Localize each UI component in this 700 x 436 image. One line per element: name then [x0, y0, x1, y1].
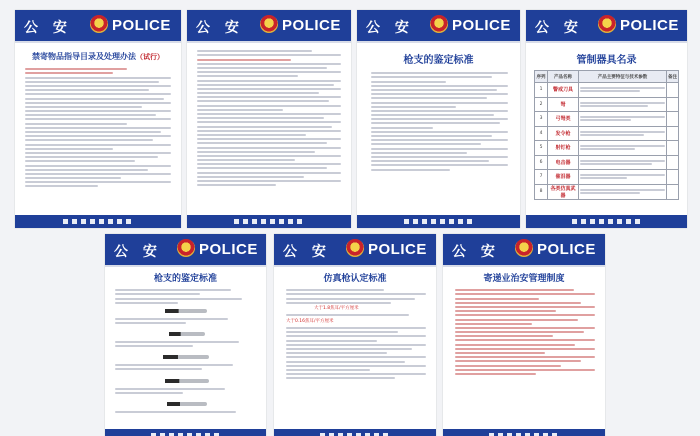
board-knife-identification	[105, 234, 266, 436]
table-row	[535, 97, 679, 112]
police-label: POLICE	[537, 241, 596, 258]
knife-illustration	[165, 379, 209, 383]
gong-an-label: 公 安	[283, 244, 331, 260]
knife-illustration	[165, 309, 207, 313]
column-header: 序列	[535, 71, 548, 83]
board-footer	[274, 429, 436, 436]
gong-an-label: 公 安	[535, 20, 583, 36]
row-name: 射钉枪	[548, 141, 579, 156]
row-name: 催泪器	[548, 170, 579, 185]
board-footer	[357, 215, 520, 228]
row-description	[579, 141, 667, 156]
police-label: POLICE	[452, 17, 511, 34]
row-description	[579, 170, 667, 185]
police-label: POLICE	[368, 241, 427, 258]
knife-illustration	[163, 355, 209, 359]
board-title: 管制器具名录	[576, 55, 637, 66]
row-number: 6	[535, 155, 548, 170]
board-header	[15, 10, 181, 43]
board-footer	[526, 215, 687, 228]
table-row	[535, 83, 679, 98]
row-note	[667, 184, 679, 199]
board-body	[197, 48, 341, 208]
knife-illustration	[167, 402, 207, 406]
row-note	[667, 155, 679, 170]
board-body	[286, 287, 426, 436]
gong-an-label: 公 安	[24, 20, 72, 36]
board-header	[105, 234, 266, 267]
row-description	[579, 97, 667, 112]
board-controlled-tools	[526, 10, 687, 228]
stripe-decoration	[404, 219, 474, 224]
row-description	[579, 112, 667, 127]
table-row	[535, 170, 679, 185]
board-title-text: 禁寄物品指导目录及处理办法	[32, 52, 136, 61]
row-name: 警戒刀具	[548, 83, 579, 98]
board-title	[15, 51, 181, 62]
board-title: 枪支的鉴定标准	[403, 55, 474, 66]
police-badge-icon	[515, 239, 533, 257]
board-header	[357, 10, 520, 43]
knife-illustration	[169, 332, 205, 336]
board-header	[443, 234, 605, 267]
board-body	[455, 287, 595, 436]
stripe-decoration	[234, 219, 304, 224]
board-title: 枪支的鉴定标准	[153, 274, 217, 284]
board-body	[25, 66, 171, 206]
controlled-tools-table	[534, 70, 679, 200]
row-name: 电击器	[548, 155, 579, 170]
police-label: POLICE	[199, 241, 258, 258]
gong-an-label: 公 安	[114, 244, 162, 260]
highlight-threshold-1: 大于0.16焦耳/平方厘米	[286, 318, 334, 324]
row-note	[667, 141, 679, 156]
row-note	[667, 83, 679, 98]
board-prohibited-items-continued	[187, 10, 351, 228]
police-label: POLICE	[282, 17, 341, 34]
police-label: POLICE	[620, 17, 679, 34]
row-number: 2	[535, 97, 548, 112]
board-footer	[187, 215, 351, 228]
row-note	[667, 97, 679, 112]
row-description	[579, 83, 667, 98]
row-description	[579, 155, 667, 170]
row-name: 各类仿真武器	[548, 184, 579, 199]
board-title: 仿真枪认定标准	[323, 274, 387, 284]
board-replica-gun-standard	[274, 234, 436, 436]
row-number: 3	[535, 112, 548, 127]
stripe-decoration	[572, 219, 642, 224]
board-body	[115, 409, 256, 423]
row-note	[667, 112, 679, 127]
board-footer	[105, 429, 266, 436]
row-number: 5	[535, 141, 548, 156]
row-number: 1	[535, 83, 548, 98]
highlight-threshold-2: 大于1.8焦耳/平方厘米	[314, 305, 359, 311]
board-title: 寄递业治安管理制度	[483, 274, 565, 284]
table-row	[535, 126, 679, 141]
board-header	[526, 10, 687, 43]
police-badge-icon	[90, 15, 108, 33]
board-body	[115, 386, 256, 400]
row-number: 8	[535, 184, 548, 199]
board-header	[187, 10, 351, 43]
board-footer	[15, 215, 181, 228]
column-header: 产品主要特征与技术参数	[579, 71, 667, 83]
row-name: 弩	[548, 97, 579, 112]
row-description	[579, 126, 667, 141]
row-description	[579, 184, 667, 199]
board-body	[115, 339, 256, 353]
board-gun-identification	[357, 10, 520, 228]
board-body	[115, 362, 256, 376]
police-badge-icon	[260, 15, 278, 33]
board-body	[115, 316, 256, 330]
row-name: 发令枪	[548, 126, 579, 141]
police-badge-icon	[430, 15, 448, 33]
police-label: POLICE	[112, 17, 171, 34]
row-number: 7	[535, 170, 548, 185]
gong-an-label: 公 安	[452, 244, 500, 260]
row-note	[667, 170, 679, 185]
table-row	[535, 155, 679, 170]
row-number: 4	[535, 126, 548, 141]
police-badge-icon	[346, 239, 364, 257]
table-row	[535, 184, 679, 199]
column-header: 备注	[667, 71, 679, 83]
table-row	[535, 112, 679, 127]
row-note	[667, 126, 679, 141]
police-badge-icon	[177, 239, 195, 257]
row-name: 弓弩类	[548, 112, 579, 127]
board-delivery-security-rules	[443, 234, 605, 436]
board-body	[371, 70, 508, 208]
gong-an-label: 公 安	[366, 20, 414, 36]
board-footer	[443, 429, 605, 436]
table-row	[535, 141, 679, 156]
police-badge-icon	[598, 15, 616, 33]
board-subtitle: （试行）	[136, 53, 164, 61]
board-prohibited-items	[15, 10, 181, 228]
board-header	[274, 234, 436, 267]
gong-an-label: 公 安	[196, 20, 244, 36]
stripe-decoration	[63, 219, 133, 224]
column-header: 产品名称	[548, 71, 579, 83]
